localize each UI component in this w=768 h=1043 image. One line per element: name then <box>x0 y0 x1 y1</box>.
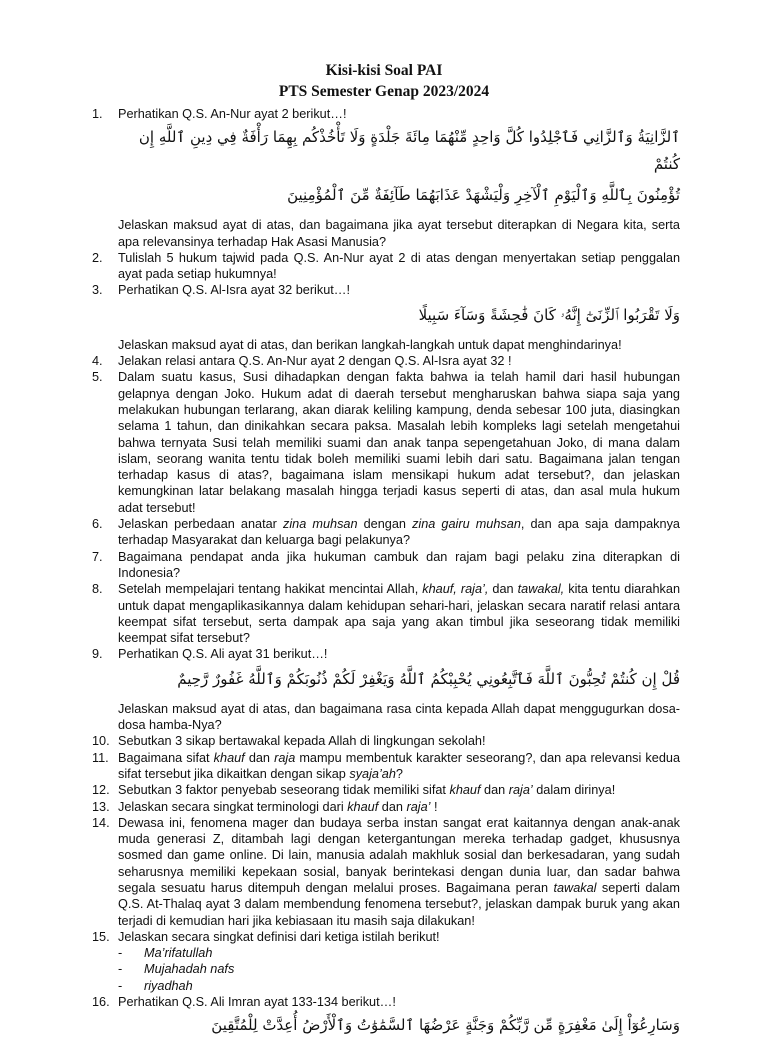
arabic-verse-line: وَلَا تَقْرَبُوا ٱلزِّنَىٰٓ إِنَّهُۥ كَانَ فَٰحِشَةً وَسَآءَ سَبِيلًا <box>418 305 680 324</box>
question-6 <box>92 516 680 549</box>
question-4 <box>92 353 680 369</box>
question-list <box>92 106 680 1043</box>
question-10 <box>92 733 680 749</box>
arabic-verse-line: قُلْ إِن كُنتُمْ تُحِبُّونَ ٱللَّهَ فَٱتَّبِعُونِي يُحْبِبْكُمُ ٱللَّهُ وَيَغْفِرْ لَكُمْ ذُنُوبَكُمْ وَٱللَّهُ غَفُورٌ رَّحِيمٌ <box>177 669 680 688</box>
question-instruction: Jelaskan maksud ayat di atas, dan berikan langkah-langkah untuk dapat menghindarinya! <box>118 337 622 352</box>
question-text: Bagaimana sifat khauf dan raja mampu membentuk karakter seseorang?, dan apa relevansi kedua sifat tersebut jika dikaitkan dengan sikap syaja’ah? <box>118 750 681 781</box>
question-text: Perhatikan Q.S. An-Nur ayat 2 berikut…! <box>118 107 347 121</box>
question-text: Perhatikan Q.S. Ali Imran ayat 133-134 berikut…! <box>118 995 396 1010</box>
question-number: 6. <box>92 517 103 532</box>
question-number: 12. <box>92 783 110 798</box>
question-3 <box>92 282 680 353</box>
document-subtitle: PTS Semester Genap 2023/2024 <box>278 83 490 100</box>
term-italic: khauf <box>449 783 481 798</box>
question-text: Setelah mempelajari tentang hakikat mencintai Allah, khauf, raja’, dan tawakal, kita tentu diarahkan untuk dapat mengaplikasikannya dalam kehidupan sehari-hari, jelaskan secara naratif relasi antara keempat sifat tersebut, serta dampak apa saja yang akan timbul jika seseorang tidak memiliki keempat sifat tersebut? <box>118 582 681 646</box>
question-number: 11. <box>92 750 109 765</box>
arabic-verse-line: وَسَارِعُوٓاْ إِلَىٰ مَغْفِرَةٍ مِّن رَّبِّكُمْ وَجَنَّةٍ عَرْضُهَا ٱلسَّمَٰوَٰتُ وَٱلْأَرْضُ أُعِدَّتْ لِلْمُتَّقِينَ <box>211 1016 680 1035</box>
question-text: Dalam suatu kasus, Susi dihadapkan dengan fakta bahwa ia telah hamil dari hasil hubungan gelapnya dengan Joko. Hukum adat di daerah tersebut mengharuskan bahwa siapa saja yang melakukan hubungan terlarang, akan diarak keliling kampung, denda sebesar 100 juta, diasingkan selama 1 tahun, dan dinikahkan secara paksa. Masalah lebih kompleks lagi setelah mengetahui bahwa ternyata Susi telah memiliki suami dan anak tanpa sepengetahuan Joko, di mana dalam islam, seorang wanita tentu tidak boleh memiliki suami lebih dari satu. Bagaimana jalan tengan terhadap kasus di atas?, bagaimana islam mensikapi hukum adat tersebut?, dan jelaskan kemungkinan latar belakang masalah hingga terjadi kasus seperti di atas, dan asal mula hukum adat tersebut! <box>118 370 680 515</box>
question-instruction: Jelaskan maksud ayat di atas, dan bagaimana jika ayat tersebut diterapkan di Negara kita, serta apa relevansinya terhadap Hak Asasi Manusia? <box>118 218 680 249</box>
term-italic: zina muhsan <box>283 517 358 532</box>
question-number: 4. <box>92 354 103 369</box>
question-instruction: Jelaskan maksud ayat di atas, dan bagaimana rasa cinta kepada Allah dapat menggugurkan dosa-dosa hamba-Nya? <box>118 701 680 733</box>
question-16 <box>92 994 680 1039</box>
question-number: 7. <box>92 549 103 564</box>
question-number: 8. <box>92 582 103 597</box>
question-2 <box>92 250 680 283</box>
question-number: 13. <box>92 799 110 814</box>
term-italic: tawakal <box>553 880 597 895</box>
dash-bullet: - <box>118 946 123 961</box>
question-number: 10. <box>92 734 110 749</box>
question-15 <box>92 929 680 994</box>
question-number: 9. <box>92 647 103 662</box>
question-9 <box>92 646 680 733</box>
question-number: 3. <box>92 283 103 298</box>
term-italic: tawakal, <box>517 582 565 597</box>
term-italic: khauf, raja’, <box>422 582 489 597</box>
term-italic: Mujahadah nafs <box>144 962 235 977</box>
question-number: 5. <box>92 370 103 385</box>
term-italic: raja’ <box>406 799 431 814</box>
dash-bullet: - <box>118 962 123 977</box>
question-number: 14. <box>92 815 110 830</box>
document-title: Kisi-kisi Soal PAI <box>325 62 443 79</box>
question-number: 1. <box>92 107 103 121</box>
question-text: Perhatikan Q.S. Ali ayat 31 berikut…! <box>118 647 328 662</box>
question-number: 15. <box>92 929 110 944</box>
dash-bullet: - <box>118 978 123 993</box>
question-number: 16. <box>92 995 110 1010</box>
question-text: Jelaskan perbedaan anatar zina muhsan dengan zina gairu muhsan, dan apa saja dampaknya terhadap Masyarakat dan keluarga bagi pelakunya? <box>118 517 680 548</box>
term-italic: raja <box>274 750 296 765</box>
arabic-verse-line: ٱلزَّانِيَةُ وَٱلزَّانِي فَٱجْلِدُوا كُلَّ وَاحِدٍ مِّنْهُمَا مِائَةَ جَلْدَةٍ وَلَا تَأْخُذْكُم بِهِمَا رَأْفَةٌ فِي دِينِ ٱللَّهِ إِن كُنتُمْ <box>138 128 680 174</box>
term-italic: zina gairu muhsan <box>412 517 521 532</box>
list-item <box>118 961 680 977</box>
question-number: 2. <box>92 250 103 265</box>
question-11 <box>92 750 680 783</box>
question-1 <box>92 106 680 250</box>
list-item <box>118 978 680 994</box>
question-text: Jelakan relasi antara Q.S. An-Nur ayat 2 dengan Q.S. Al-Isra ayat 32 ! <box>118 354 512 369</box>
question-13 <box>92 799 680 815</box>
term-italic: khauf <box>213 750 245 765</box>
question-text: Dewasa ini, fenomena mager dan budaya serba instan sangat erat kaitannya dengan anak-anak muda generasi Z, ditambah lagi dengan ketergantungan mereka terhadap gadget, khususnya sosmed dan game online. Di lain, manusia adalah makhluk sosial dan berkesadaran, yang sudah seharusnya memiliki kepekaan sosial, banyak berintekasi dengan dunia luar, dan sadar bahwa segala sesuatu harus ditempuh dengan melalui proses. Bagaimana peran tawakal seperti dalam Q.S. At-Thalaq ayat 3 dalam membendung fenomena tersebut?, jelaskan dampak buruk yang akan terjadi di kemudian hari jika kebiasaan itu masih saja dilakukan! <box>118 815 680 928</box>
term-italic: riyadhah <box>144 978 193 993</box>
question-text: Jelaskan secara singkat terminologi dari khauf dan raja’ ! <box>118 799 438 814</box>
question-text: Sebutkan 3 sikap bertawakal kepada Allah di lingkungan sekolah! <box>118 734 486 749</box>
question-text: Perhatikan Q.S. Al-Isra ayat 32 berikut…! <box>118 283 351 298</box>
term-italic: raja’ <box>508 783 533 798</box>
term-italic: Ma’rifatullah <box>144 946 213 961</box>
question-8 <box>92 581 680 646</box>
question-text: Bagaimana pendapat anda jika hukuman cambuk dan rajam bagi pelaku zina diterapkan di Indonesia? <box>118 549 680 580</box>
question-7 <box>92 549 680 582</box>
term-italic: khauf <box>347 799 379 814</box>
question-text: Tulislah 5 hukum tajwid pada Q.S. An-Nur ayat 2 di atas dengan menyertakan setiap penggalan ayat pada setiap hukumnya! <box>118 250 680 282</box>
question-text: Jelaskan secara singkat definisi dari ketiga istilah berikut! <box>118 929 440 944</box>
question-14 <box>92 815 680 929</box>
question-5 <box>92 369 680 516</box>
question-text: Sebutkan 3 faktor penyebab seseorang tidak memiliki sifat khauf dan raja’ dalam dirinya! <box>118 783 616 798</box>
term-italic: syaja’ah <box>349 766 396 781</box>
question-12 <box>92 782 680 798</box>
arabic-verse-line: تُؤْمِنُونَ بِٱللَّهِ وَٱلْيَوْمِ ٱلْآخِرِ وَلْيَشْهَدْ عَذَابَهُمَا طَآئِفَةٌ مِّنَ ٱلْمُؤْمِنِينَ <box>287 186 680 205</box>
list-item <box>118 945 680 961</box>
